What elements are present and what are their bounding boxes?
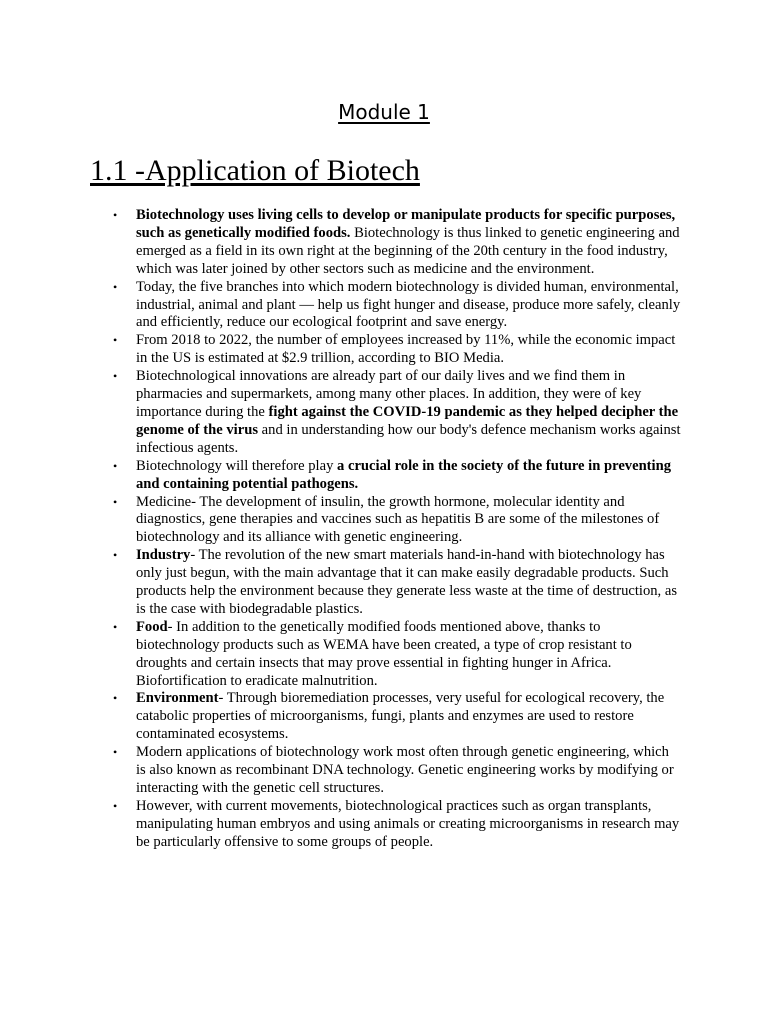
bullet-dot-icon: • — [113, 691, 118, 706]
bullet-item — [110, 458, 682, 494]
bullet-list — [110, 207, 682, 852]
bullet-text: - The revolution of the new smart materials hand-in-hand with biotechnology has only just begun, with the main advantage that it can make easily degradable products. Such products help the environment because they generate less waste at the time of destruction, as is the case with biodegradable plastics. — [136, 547, 678, 617]
bullet-text: However, with current movements, biotechnological practices such as organ transplants, manipulating human embryos and using animals or creating microorganisms in research may be particularly offensive to some groups of people. — [136, 797, 680, 850]
bullet-item — [110, 619, 682, 691]
bullet-bold-text: Industry — [136, 547, 191, 564]
bullet-dot-icon: • — [113, 333, 118, 348]
bullet-item — [110, 744, 682, 798]
bullet-dot-icon: • — [113, 458, 118, 473]
bullet-item — [110, 279, 682, 333]
bullet-item — [110, 368, 682, 458]
bullet-bold-text: Environment — [136, 690, 219, 707]
bullet-dot-icon: • — [113, 619, 118, 634]
bullet-dot-icon: • — [113, 745, 118, 760]
bullet-item — [110, 332, 682, 368]
bullet-item — [110, 798, 682, 852]
bullet-text: Biotechnology is thus linked to genetic engineering and emerged as a field in its own right at the beginning of the 20th century in the food industry, which was later joined by other sectors such as medicine and the environment. — [136, 224, 680, 277]
bullet-item — [110, 547, 682, 619]
bullet-item — [110, 207, 682, 279]
bullet-text: Biotechnological innovations are already part of our daily lives and we find them in pharmacies and supermarkets, among many other places. In addition, they were of key importance during the — [136, 368, 642, 420]
bullet-item — [110, 494, 682, 548]
bullet-bold-text: fight against the COVID-19 pandemic as they helped decipher the genome of the virus — [136, 403, 679, 438]
bullet-dot-icon: • — [113, 279, 118, 294]
bullet-dot-icon: • — [113, 494, 118, 509]
bullet-dot-icon: • — [113, 369, 118, 384]
bullet-text: - In addition to the genetically modified foods mentioned above, thanks to biotechnology products such as WEMA have been created, a type of crop resistant to droughts and certain insects that may prove essential in fighting hunger in Africa. Biofortification to eradicate malnutrition. — [136, 618, 632, 689]
bullet-bold-text: Biotechnology uses living cells to develop or manipulate products for specific purposes, such as genetically modified foods. — [136, 207, 676, 241]
bullet-dot-icon: • — [113, 548, 118, 563]
bullet-text: Today, the five branches into which modern biotechnology is divided human, environmental, industrial, animal and plant — help us fight hunger and disease, produce more safely, cleanly and efficiently, reduce our ecological footprint and save energy. — [136, 278, 681, 331]
bullet-item — [110, 690, 682, 744]
bullet-text: From 2018 to 2022, the number of employees increased by 11%, while the economic impact in the US is estimated at $2.9 trillion, according to BIO Media. — [136, 332, 676, 367]
bullet-text: - Through bioremediation processes, very useful for ecological recovery, the catabolic properties of microorganisms, fungi, plants and enzymes are used to restore contaminated ecosystems. — [136, 690, 665, 743]
bullet-text: Medicine- The development of insulin, the growth hormone, molecular identity and diagnostics, gene therapies and vaccines such as hepatitis B are some of the milestones of biotechnology and its alliance with genetic engineering. — [136, 493, 660, 546]
bullet-text: Biotechnology will therefore play — [136, 457, 338, 474]
section-heading: 1.1 -Application of Biotech — [90, 154, 420, 187]
module-title: Module 1 — [338, 100, 430, 124]
bullet-text: and in understanding how our body's defence mechanism works against infectious agents. — [136, 421, 681, 456]
bullet-bold-text: a crucial role in the society of the future in preventing and containing potential pathogens. — [136, 457, 672, 492]
bullet-dot-icon: • — [113, 798, 118, 813]
bullet-text: Modern applications of biotechnology work most often through genetic engineering, which is also known as recombinant DNA technology. Genetic engineering works by modifying or interacting with the genetic cell structures. — [136, 744, 674, 796]
bullet-bold-text: Food — [136, 618, 168, 635]
bullet-dot-icon: • — [113, 208, 118, 222]
